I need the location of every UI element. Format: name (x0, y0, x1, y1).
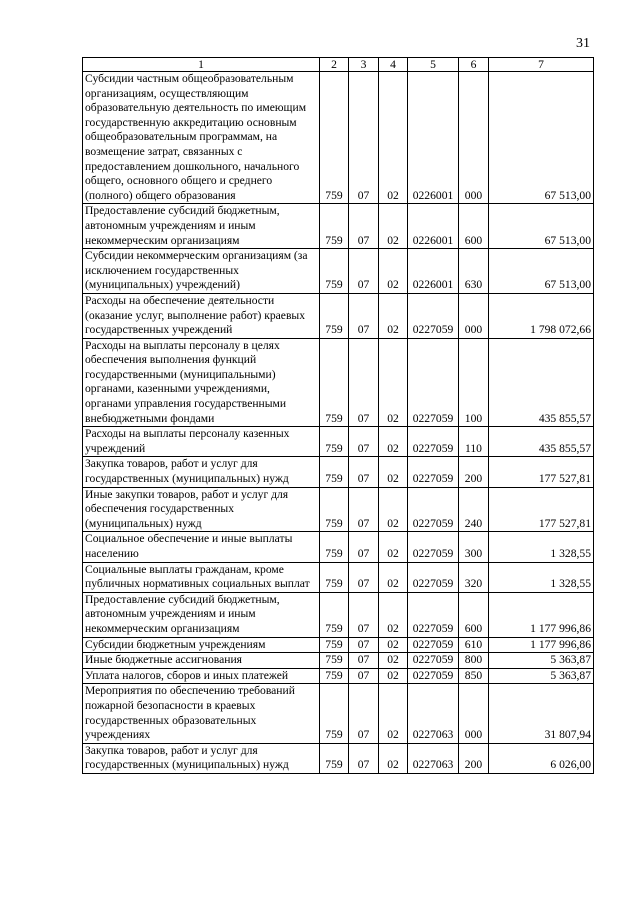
row-subsection-code: 02 (379, 293, 408, 338)
row-name: Субсидии бюджетным учреждениям (83, 637, 320, 653)
row-section-code: 07 (349, 338, 379, 427)
row-name: Закупка товаров, работ и услуг для государственных (муниципальных) нужд (83, 457, 320, 487)
row-expense-type-code: 110 (459, 427, 489, 457)
table-row (83, 592, 594, 637)
row-expense-type-code: 300 (459, 532, 489, 562)
table-row (83, 293, 594, 338)
header-col-6: 6 (459, 58, 489, 72)
table-row (83, 684, 594, 743)
header-col-7: 7 (489, 58, 594, 72)
row-ministry-code: 759 (320, 637, 349, 653)
row-ministry-code: 759 (320, 293, 349, 338)
row-amount: 5 363,87 (489, 653, 594, 669)
row-section-code: 07 (349, 653, 379, 669)
header-col-2: 2 (320, 58, 349, 72)
row-ministry-code: 759 (320, 562, 349, 592)
row-target-code: 0227059 (408, 427, 459, 457)
page-number: 31 (576, 36, 590, 51)
row-section-code: 07 (349, 684, 379, 743)
row-target-code: 0227059 (408, 637, 459, 653)
table-row (83, 532, 594, 562)
row-amount: 177 527,81 (489, 487, 594, 532)
row-target-code: 0226001 (408, 249, 459, 294)
header-col-5: 5 (408, 58, 459, 72)
row-amount: 1 798 072,66 (489, 293, 594, 338)
row-amount: 6 026,00 (489, 743, 594, 773)
table-row (83, 72, 594, 204)
row-subsection-code: 02 (379, 72, 408, 204)
row-target-code: 0227063 (408, 743, 459, 773)
row-ministry-code: 759 (320, 427, 349, 457)
row-ministry-code: 759 (320, 338, 349, 427)
row-subsection-code: 02 (379, 562, 408, 592)
row-ministry-code: 759 (320, 668, 349, 684)
row-subsection-code: 02 (379, 532, 408, 562)
table-row (83, 487, 594, 532)
row-section-code: 07 (349, 249, 379, 294)
row-expense-type-code: 610 (459, 637, 489, 653)
row-name: Уплата налогов, сборов и иных платежей (83, 668, 320, 684)
row-amount: 31 807,94 (489, 684, 594, 743)
row-subsection-code: 02 (379, 487, 408, 532)
row-ministry-code: 759 (320, 653, 349, 669)
row-amount: 1 328,55 (489, 532, 594, 562)
row-expense-type-code: 600 (459, 592, 489, 637)
table-row (83, 427, 594, 457)
header-row (83, 58, 594, 72)
row-name: Социальные выплаты гражданам, кроме публичных нормативных социальных выплат (83, 562, 320, 592)
row-ministry-code: 759 (320, 457, 349, 487)
row-name: Предоставление субсидий бюджетным, автономным учреждениям и иным некоммерческим организациям (83, 204, 320, 249)
header-col-4: 4 (379, 58, 408, 72)
row-subsection-code: 02 (379, 338, 408, 427)
table-row (83, 668, 594, 684)
row-amount: 435 855,57 (489, 427, 594, 457)
row-target-code: 0227063 (408, 684, 459, 743)
row-expense-type-code: 630 (459, 249, 489, 294)
row-ministry-code: 759 (320, 72, 349, 204)
row-ministry-code: 759 (320, 743, 349, 773)
row-target-code: 0227059 (408, 592, 459, 637)
row-name: Расходы на выплаты персоналу казенных учреждений (83, 427, 320, 457)
header-col-3: 3 (349, 58, 379, 72)
row-subsection-code: 02 (379, 637, 408, 653)
row-name: Предоставление субсидий бюджетным, автономным учреждениям и иным некоммерческим организациям (83, 592, 320, 637)
row-name: Субсидии некоммерческим организациям (за исключением государственных (муниципальных) учреждений) (83, 249, 320, 294)
row-section-code: 07 (349, 743, 379, 773)
row-target-code: 0227059 (408, 293, 459, 338)
row-subsection-code: 02 (379, 653, 408, 669)
row-name: Расходы на обеспечение деятельности (оказание услуг, выполнение работ) краевых государственных учреждений (83, 293, 320, 338)
row-expense-type-code: 000 (459, 293, 489, 338)
row-ministry-code: 759 (320, 592, 349, 637)
row-amount: 1 177 996,86 (489, 592, 594, 637)
row-target-code: 0227059 (408, 653, 459, 669)
row-subsection-code: 02 (379, 427, 408, 457)
row-expense-type-code: 000 (459, 684, 489, 743)
table-row (83, 249, 594, 294)
row-target-code: 0227059 (408, 562, 459, 592)
row-section-code: 07 (349, 532, 379, 562)
row-subsection-code: 02 (379, 457, 408, 487)
row-subsection-code: 02 (379, 249, 408, 294)
row-amount: 67 513,00 (489, 72, 594, 204)
row-expense-type-code: 850 (459, 668, 489, 684)
table-row (83, 653, 594, 669)
row-section-code: 07 (349, 562, 379, 592)
row-section-code: 07 (349, 592, 379, 637)
row-section-code: 07 (349, 637, 379, 653)
row-expense-type-code: 240 (459, 487, 489, 532)
row-name: Субсидии частным общеобразовательным организациям, осуществляющим образовательную деятельность по имеющим государственную аккредитацию основным общеобразовательным программам, на возмещение затрат, связанных с предоставлением дошкольного, начального общего, основного общего и среднего (полного) общего образования (83, 72, 320, 204)
row-expense-type-code: 600 (459, 204, 489, 249)
row-section-code: 07 (349, 457, 379, 487)
row-expense-type-code: 200 (459, 743, 489, 773)
row-expense-type-code: 000 (459, 72, 489, 204)
row-ministry-code: 759 (320, 487, 349, 532)
table-row (83, 743, 594, 773)
row-ministry-code: 759 (320, 249, 349, 294)
row-section-code: 07 (349, 72, 379, 204)
row-target-code: 0227059 (408, 668, 459, 684)
table-row (83, 204, 594, 249)
table-row (83, 637, 594, 653)
row-name: Мероприятия по обеспечению требований пожарной безопасности в краевых государственных образовательных учреждениях (83, 684, 320, 743)
row-target-code: 0227059 (408, 487, 459, 532)
row-section-code: 07 (349, 204, 379, 249)
row-section-code: 07 (349, 487, 379, 532)
row-amount: 67 513,00 (489, 249, 594, 294)
row-subsection-code: 02 (379, 592, 408, 637)
row-subsection-code: 02 (379, 743, 408, 773)
row-amount: 67 513,00 (489, 204, 594, 249)
row-expense-type-code: 100 (459, 338, 489, 427)
row-expense-type-code: 320 (459, 562, 489, 592)
table-body (83, 72, 594, 774)
row-name: Иные бюджетные ассигнования (83, 653, 320, 669)
row-target-code: 0226001 (408, 72, 459, 204)
row-expense-type-code: 200 (459, 457, 489, 487)
row-target-code: 0226001 (408, 204, 459, 249)
row-subsection-code: 02 (379, 668, 408, 684)
row-ministry-code: 759 (320, 532, 349, 562)
row-section-code: 07 (349, 427, 379, 457)
row-ministry-code: 759 (320, 684, 349, 743)
row-name: Закупка товаров, работ и услуг для государственных (муниципальных) нужд (83, 743, 320, 773)
row-section-code: 07 (349, 293, 379, 338)
table-row (83, 562, 594, 592)
row-expense-type-code: 800 (459, 653, 489, 669)
table-row (83, 338, 594, 427)
header-col-1: 1 (83, 58, 320, 72)
row-amount: 1 177 996,86 (489, 637, 594, 653)
row-ministry-code: 759 (320, 204, 349, 249)
row-target-code: 0227059 (408, 338, 459, 427)
row-subsection-code: 02 (379, 684, 408, 743)
row-name: Расходы на выплаты персоналу в целях обеспечения выполнения функций государственными (муниципальными) органами, казенными учреждениями, органами управления государственными внебюджетными фондами (83, 338, 320, 427)
table-row (83, 457, 594, 487)
row-name: Иные закупки товаров, работ и услуг для обеспечения государственных (муниципальных) нужд (83, 487, 320, 532)
row-amount: 1 328,55 (489, 562, 594, 592)
row-amount: 435 855,57 (489, 338, 594, 427)
row-target-code: 0227059 (408, 532, 459, 562)
row-amount: 5 363,87 (489, 668, 594, 684)
row-section-code: 07 (349, 668, 379, 684)
row-amount: 177 527,81 (489, 457, 594, 487)
row-name: Социальное обеспечение и иные выплаты населению (83, 532, 320, 562)
row-target-code: 0227059 (408, 457, 459, 487)
row-subsection-code: 02 (379, 204, 408, 249)
budget-table (82, 57, 594, 774)
